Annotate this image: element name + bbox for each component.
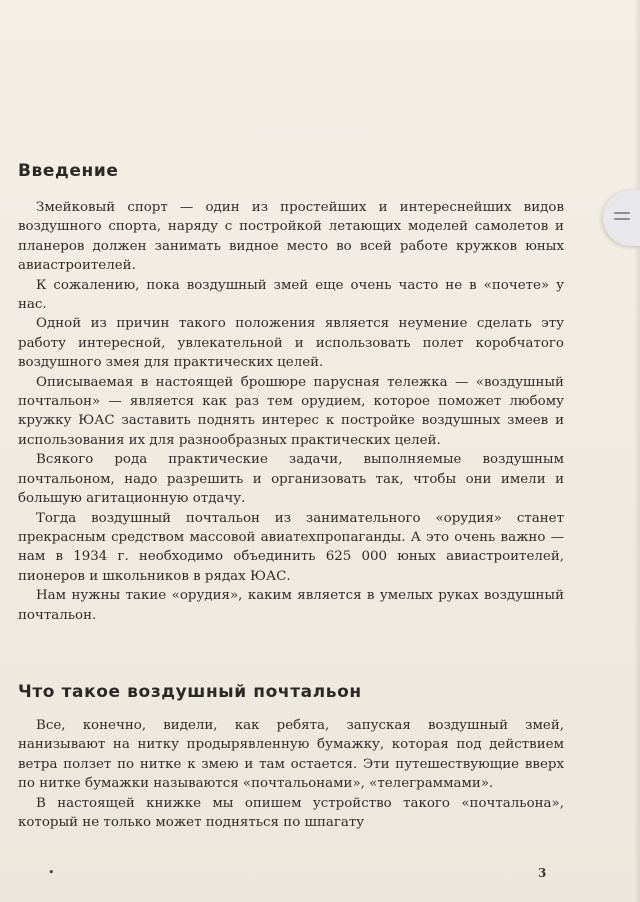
paragraph: Описываемая в настоящей брошюре парусная тележка — «воздушный почтальон» — является как раз тем орудием, которое поможет любому кружку ЮАС заставить поднять интерес к постройке воздушных змеев и использования их для разнообразных практических целей. <box>18 374 564 448</box>
paragraph: К сожалению, пока воздушный змей еще очень часто не в «почете» у нас. <box>18 277 564 313</box>
paragraph: Змейковый спорт — один из простейших и интереснейших видов воздушного спорта, наряду с постройкой летающих моделей самолетов и планеров должен занимать видное место во всей работе кружков юных авиастроителей. <box>18 200 564 274</box>
paragraph: Одной из причин такого положения является неумение сделать эту работу интересной, увлекательной и использовать полет коробчатого воздушного змея для практических целей. <box>18 316 564 371</box>
page-edge-shadow <box>634 0 640 902</box>
paragraph: Тогда воздушный почтальон из занимательного «орудия» станет прекрасным средством массовой авиатехпропаганды. А это очень важно — нам в 1934 г. необходимо объединить 625 000 юных авиастроителей, пионеров и школьников в рядах ЮАС. <box>18 510 564 584</box>
footer-mark: • <box>48 866 55 879</box>
paragraph: Нам нужны такие «орудия», каким является в умелых руках воздушный почтальон. <box>18 588 564 623</box>
paragraph: В настоящей книжке мы опишем устройство такого «почтальона», который не только может подняться по шпагату <box>18 795 564 831</box>
section-heading-introduction: Введение <box>18 161 119 181</box>
menu-lines-icon <box>614 212 630 224</box>
page-number: 3 <box>538 866 547 880</box>
introduction-text <box>18 198 564 625</box>
air-postman-text <box>18 716 564 832</box>
paragraph: Всякого рода практические задачи, выполняемые воздушным почтальоном, надо разрешить и организовать так, чтобы они имели и большую агитационную отдачу. <box>18 452 564 507</box>
paragraph: Все, конечно, видели, как ребята, запуская воздушный змей, нанизывают на нитку продырявленную бумажку, которая под действием ветра ползет по нитке к змею и там остается. Эти путешествующие вверх по нитке бумажки называются «почтальонами», «телеграммами». <box>18 718 564 792</box>
section-heading-air-postman: Что такое воздушный почтальон <box>18 682 362 702</box>
